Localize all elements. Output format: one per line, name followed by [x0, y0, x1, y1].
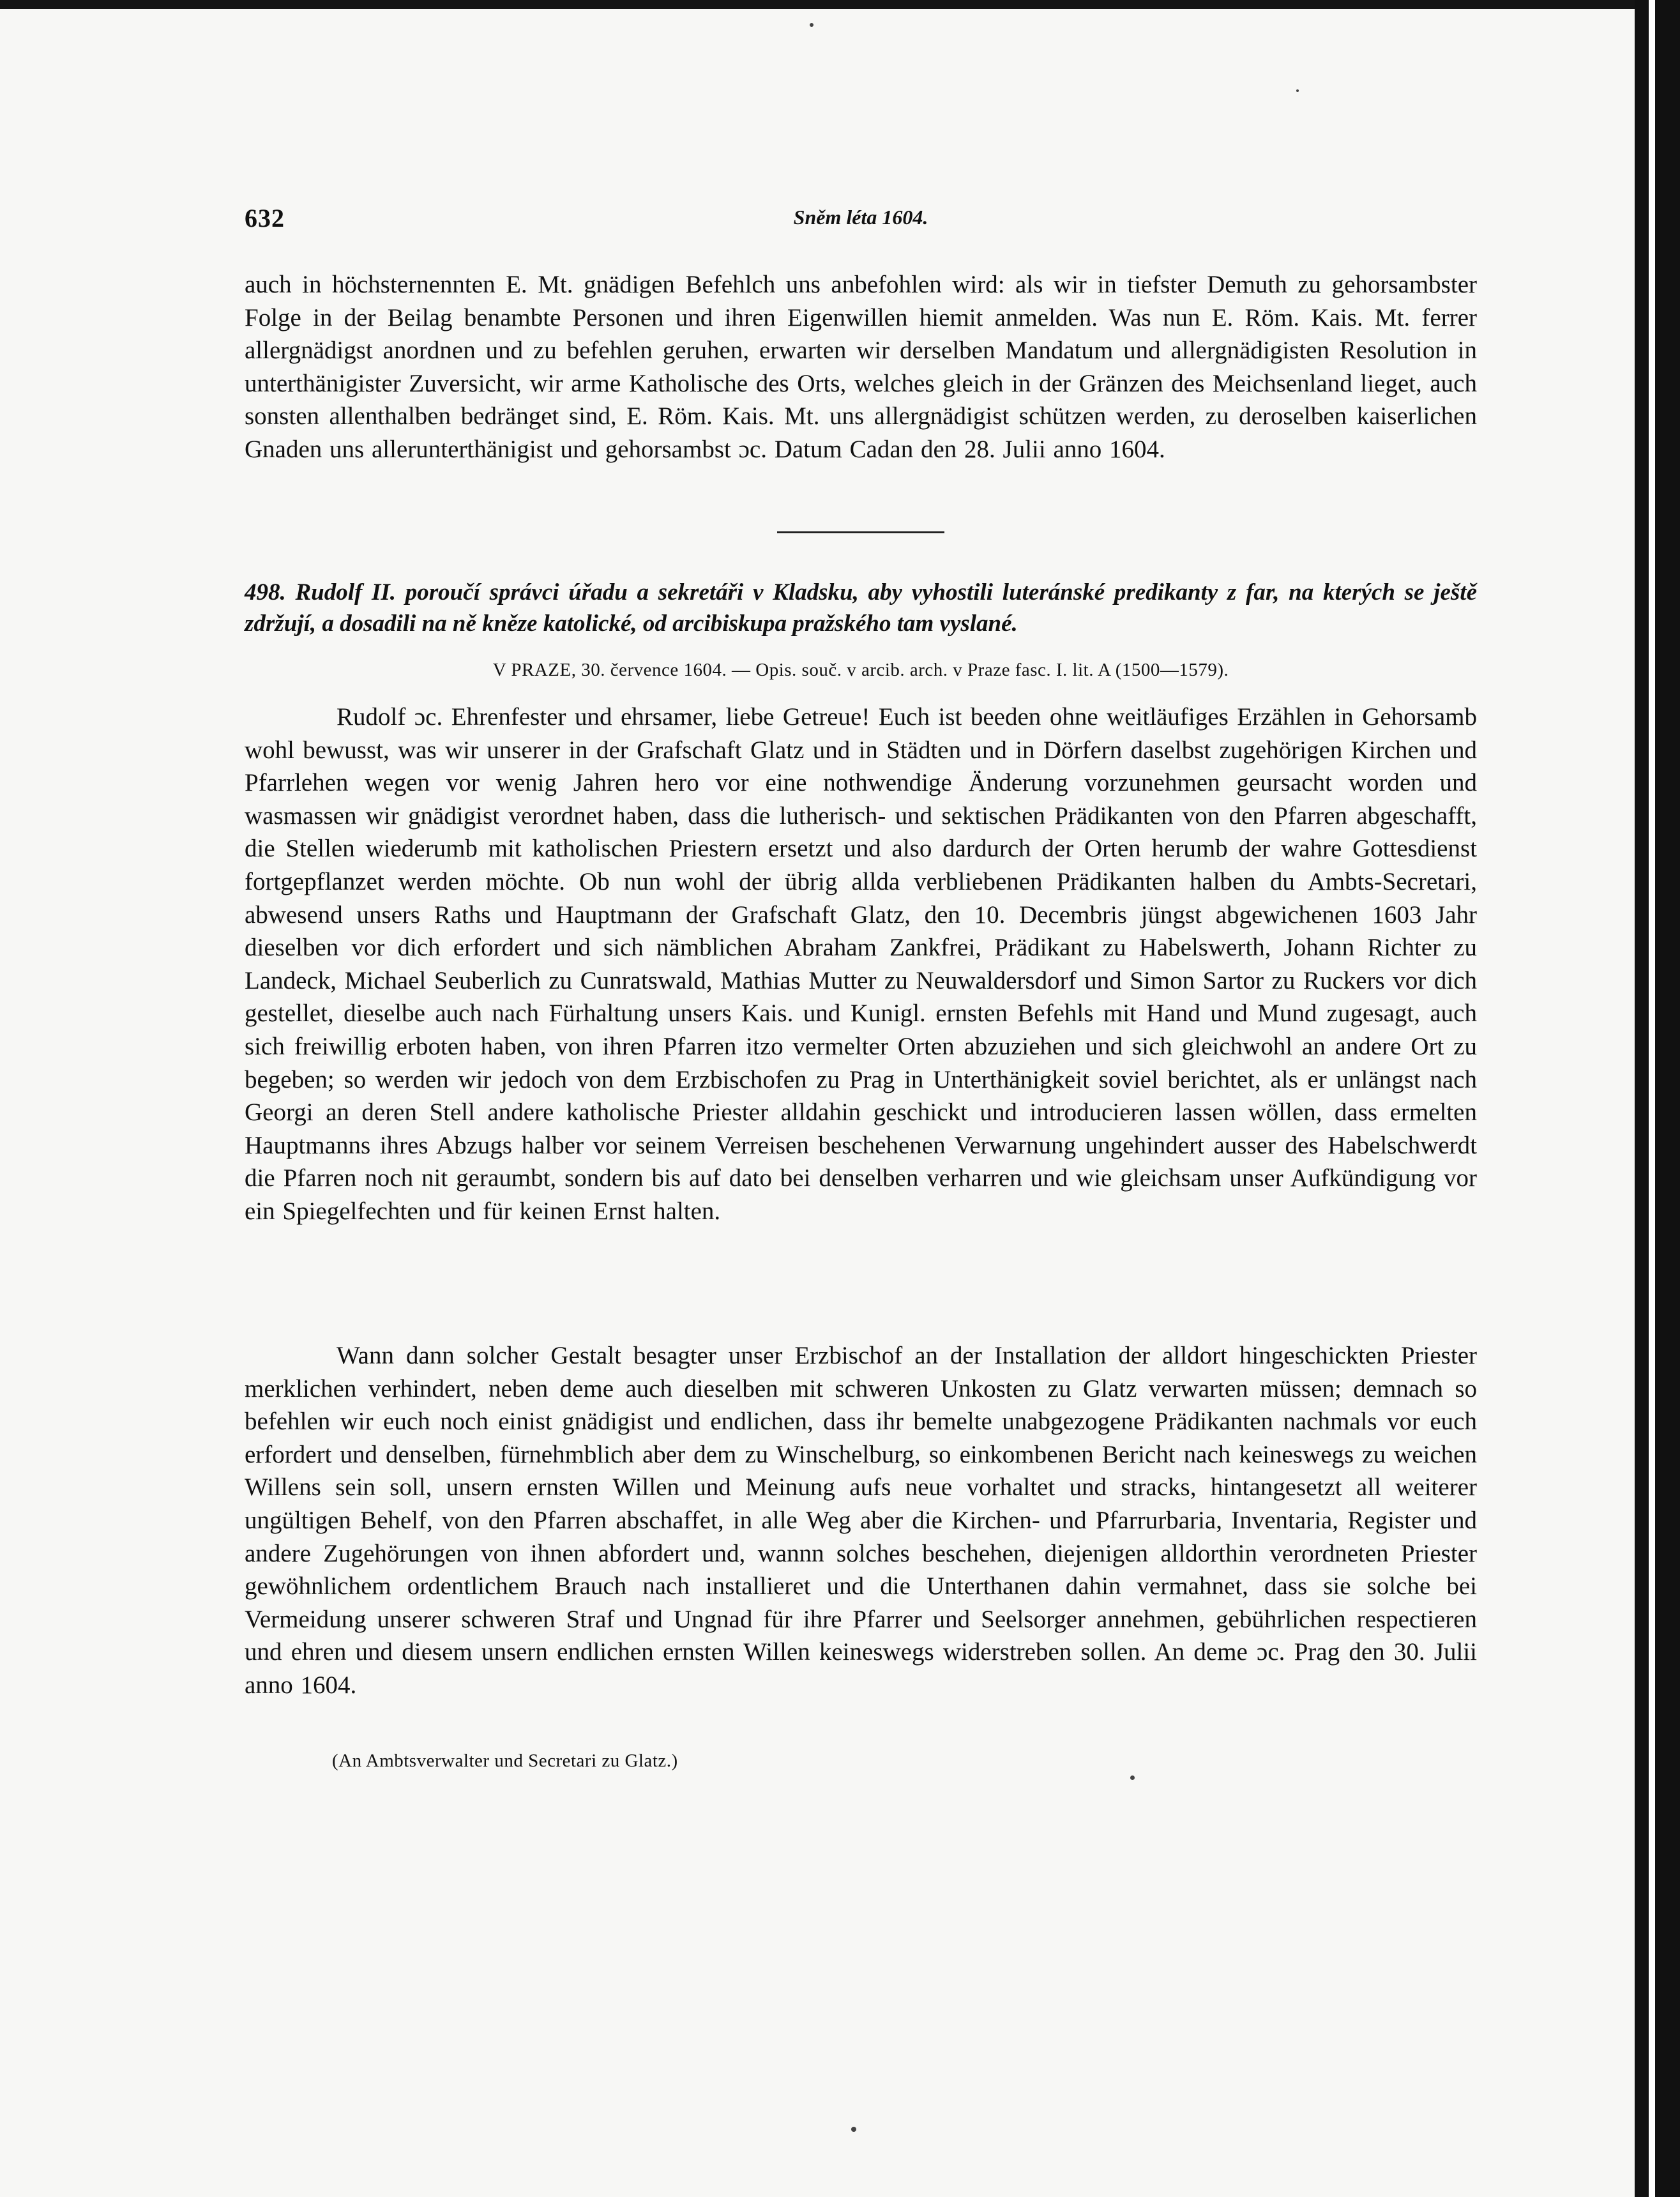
- scan-right-edge: [1635, 0, 1680, 2197]
- document-regest: [245, 577, 1477, 639]
- intro-paragraph: auch in höchsternennten E. Mt. gnädigen Befehlch uns anbefohlen wird: als wir in tiefster Demuth zu gehorsambster Folge in der Beilag benambte Personen und ihren Eigenwillen hiemit anmelden. Was nun E. Röm. Kais. Mt. ferrer allergnädigst anordnen und zu befehlen geruhen, erwarten wir derselben Mandatum und allergnädigisten Resolution in unterthänigister Zuversicht, wir arme Katholische des Orts, welches gleich in der Gränzen des Meichsenland lieget, auch sonsten allenthalben bedränget sind, E. Röm. Kais. Mt. uns allergnädigist schützen werden, zu deroselben kaiserlichen Gnaden uns allerunterthänigist und gehorsambst ɔc. Datum Cadan den 28. Julii anno 1604.: [245, 271, 1477, 463]
- regest-text: Rudolf II. poroučí správci úřadu a sekretáři v Kladsku, aby vyhostili luteránské predikanty z far, na kterých se ještě zdržují, a dosadili na ně kněze katolické, od arcibiskupa pražského tam vyslané.: [245, 579, 1477, 637]
- page-number: 632: [245, 204, 285, 232]
- scan-speck: [851, 2127, 856, 2132]
- letter-address: (An Ambtsverwalter und Secretari zu Glatz.): [332, 1751, 678, 1771]
- scan-top-edge: [0, 0, 1635, 9]
- scan-speck: [810, 23, 814, 27]
- letter-paragraph-2: Wann dann solcher Gestalt besagter unser Erzbischof an der Installation der alldort hingeschickten Priester merklichen verhindert, neben deme auch dieselben mit schweren Unkosten zu Glatz verwarten müssen; demnach so befehlen wir euch noch einist gnädigist und endlichen, dass ihr bemelte unabgezogene Prädikanten nachmals vor euch erfordert und denselben, fürnehmblich aber dem zu Winschelburg, so einkombenen Bericht nach keineswegs zu weichen Willens sein soll, unsern ernsten Willen und Meinung aufs neue vorhaltet und stracks, hintangesetzt all weiterer ungültigen Behelf, von den Pfarren abschaffet, in alle Weg aber die Kirchen- und Pfarrurbaria, Inventaria, Register und andere Zugehörungen von ihnen abfordert und, wannn solches beschehen, diejenigen alldorthin verordneten Priester gewöhnlichem ordentlichem Brauch nach installieret und die Unterthanen dahin vermahnet, dass sie solche bei Vermeidung unserer schweren Straf und Ungnad für ihre Pfarrer und Seelsorger annehmen, gebührlichen respectieren und ehren und diesem unsern endlichen ernsten Willen keineswegs widerstreben sollen. An deme ɔc. Prag den 30. Julii anno 1604.: [245, 1342, 1477, 1699]
- running-head: [245, 203, 1477, 235]
- running-title: Sněm léta 1604.: [793, 206, 928, 229]
- section-divider: [777, 531, 944, 533]
- letter-paragraph-1: Rudolf ɔc. Ehrenfester und ehrsamer, liebe Getreue! Euch ist beeden ohne weitläufiges Erzählen in Gehorsamb wohl bewusst, was wir unserer in der Grafschaft Glatz und in Städten und in Dörfern daselbst zugehörigen Kirchen und Pfarrlehen wegen vor wenig Jahren hero vor eine nothwendige Änderung vorzunehmen geursacht worden und wasmassen wir gnädigist verordnet haben, dass die lutherisch- und sektischen Prädikanten von den Pfarren abgeschafft, die Stellen wiederumb mit katholischen Priestern ersetzt und also dardurch der Orten herumb der wahre Gottesdienst fortgepflanzet werden möchte. Ob nun wohl der übrig allda verbliebenen Prädikanten halben du Ambts-Secretari, abwesend unsers Raths und Hauptmann der Grafschaft Glatz, den 10. Decembris jüngst abgewichenen 1603 Jahr dieselben vor dich erfordert und sich nämblichen Abraham Zankfrei, Prädikant zu Habelswerth, Johann Richter zu Landeck, Michael Seuberlich zu Cunratswald, Mathias Mutter zu Neuwaldersdorf und Simon Sartor zu Ruckers vor dich gestellet, dieselbe auch nach Fürhaltung unsers Kais. und Kunigl. ernsten Befehls mit Hand und Mund zugesagt, auch sich freiwillig erboten haben, von ihren Pfarren itzo vermelter Orten abzuziehen und sich gleichwohl an andere Ort zu begeben; so werden wir jedoch von dem Erzbischofen zu Prag in Unterthänigkeit soviel berichtet, als er unlängst nach Georgi an deren Stell andere katholische Priester alldahin geschickt und introducieren lassen wöllen, dass ermelten Hauptmanns ihres Abzugs halber vor seinem Verreisen beschehenen Verwarnung ungehindert ausser des Habelschwerdt die Pfarren noch nit geraumbt, sondern bis auf dato bei denselben verharren und wie gleichsam unser Aufkündigung vor ein Spiegelfechten und für keinen Ernst halten.: [245, 703, 1477, 1225]
- scan-speck: [1130, 1775, 1135, 1780]
- scan-speck: [1296, 89, 1299, 92]
- scan-right-edge-highlight: [1649, 0, 1655, 2197]
- source-note: V PRAZE, 30. července 1604. — Opis. souč. v arcib. arch. v Praze fasc. I. lit. A (1500—1579).: [492, 660, 1229, 680]
- document-number: 498.: [245, 579, 286, 605]
